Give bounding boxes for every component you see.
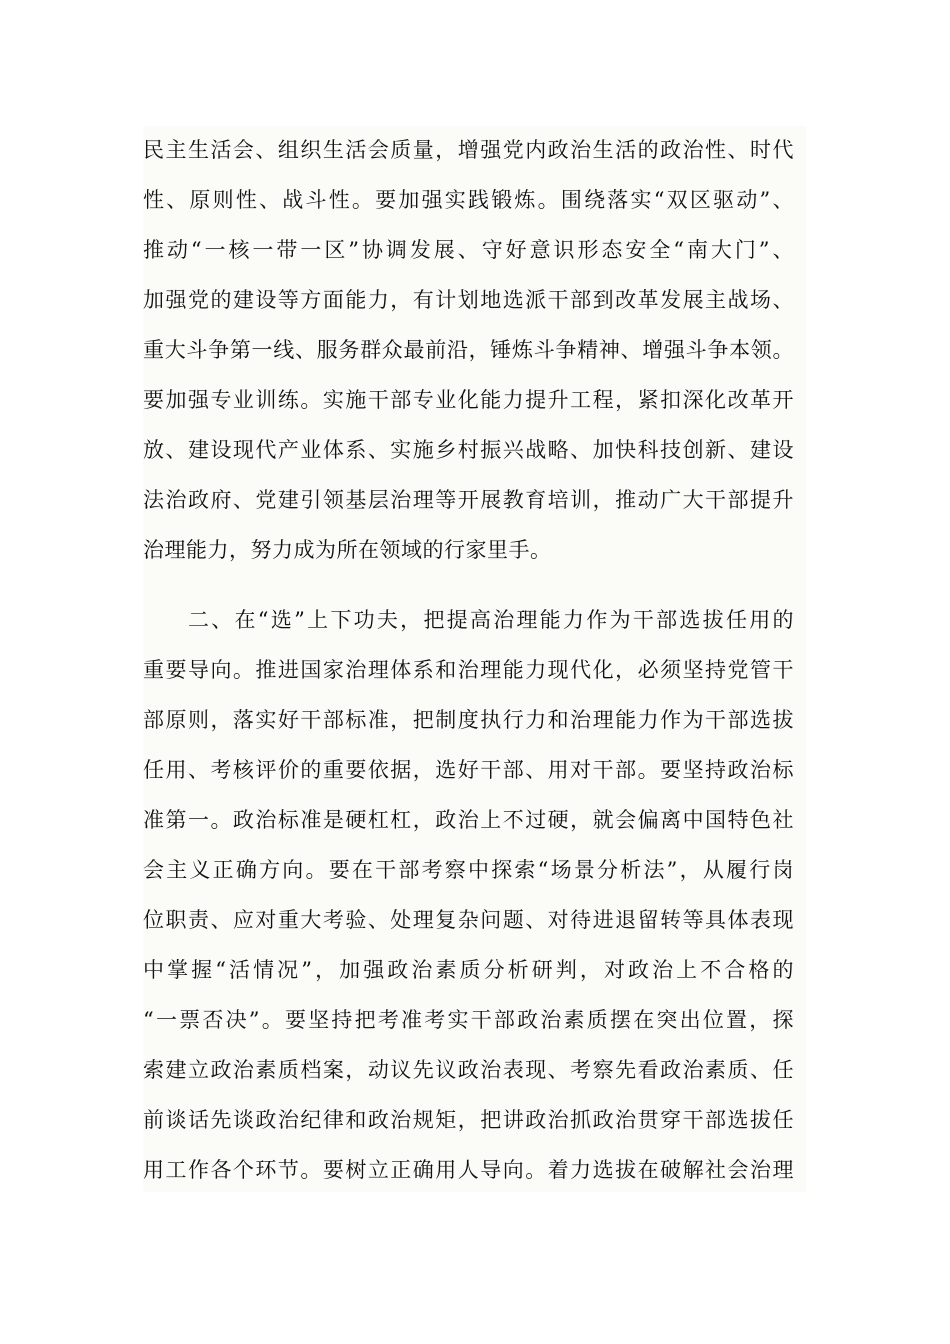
document-body — [143, 126, 806, 1192]
paragraph-heading-line: 二、在“选”上下功夫，把提高治理能力作为干部选拔任用的 — [188, 608, 794, 632]
text-line: 中掌握“活情况”，加强政治素质分析研判，对政治上不合格的 — [143, 958, 794, 982]
text-line: 任用、考核评价的重要依据，选好干部、用对干部。要坚持政治标 — [143, 758, 794, 782]
text-line: 位职责、应对重大考验、处理复杂问题、对待进退留转等具体表现 — [143, 908, 794, 932]
text-line: 性、原则性、战斗性。要加强实践锻炼。围绕落实“双区驱动”、 — [143, 188, 794, 212]
text-line: 推动“一核一带一区”协调发展、守好意识形态安全“南大门”、 — [143, 238, 794, 262]
text-line: 准第一。政治标准是硬杠杠，政治上不过硬，就会偏离中国特色社 — [143, 808, 794, 832]
text-line: 会主义正确方向。要在干部考察中探索“场景分析法”，从履行岗 — [143, 858, 794, 882]
text-line: 重大斗争第一线、服务群众最前沿，锤炼斗争精神、增强斗争本领。 — [143, 338, 794, 362]
text-line: 治理能力，努力成为所在领域的行家里手。 — [143, 538, 552, 562]
text-line: 放、建设现代产业体系、实施乡村振兴战略、加快科技创新、建设 — [143, 438, 794, 462]
text-line: 索建立政治素质档案，动议先议政治表现、考察先看政治素质、任 — [143, 1058, 794, 1082]
text-line: 法治政府、党建引领基层治理等开展教育培训，推动广大干部提升 — [143, 488, 794, 512]
text-line: “一票否决”。要坚持把考准考实干部政治素质摆在突出位置，探 — [143, 1008, 794, 1032]
text-line: 前谈话先谈政治纪律和政治规矩，把讲政治抓政治贯穿干部选拔任 — [143, 1108, 794, 1132]
text-line: 部原则，落实好干部标准，把制度执行力和治理能力作为干部选拔 — [143, 708, 794, 732]
text-line: 重要导向。推进国家治理体系和治理能力现代化，必须坚持党管干 — [143, 658, 794, 682]
text-line: 用工作各个环节。要树立正确用人导向。着力选拔在破解社会治理 — [143, 1158, 794, 1182]
text-line: 要加强专业训练。实施干部专业化能力提升工程，紧扣深化改革开 — [143, 388, 794, 412]
text-line: 民主生活会、组织生活会质量，增强党内政治生活的政治性、时代 — [143, 138, 794, 162]
text-line: 加强党的建设等方面能力，有计划地选派干部到改革发展主战场、 — [143, 288, 794, 312]
